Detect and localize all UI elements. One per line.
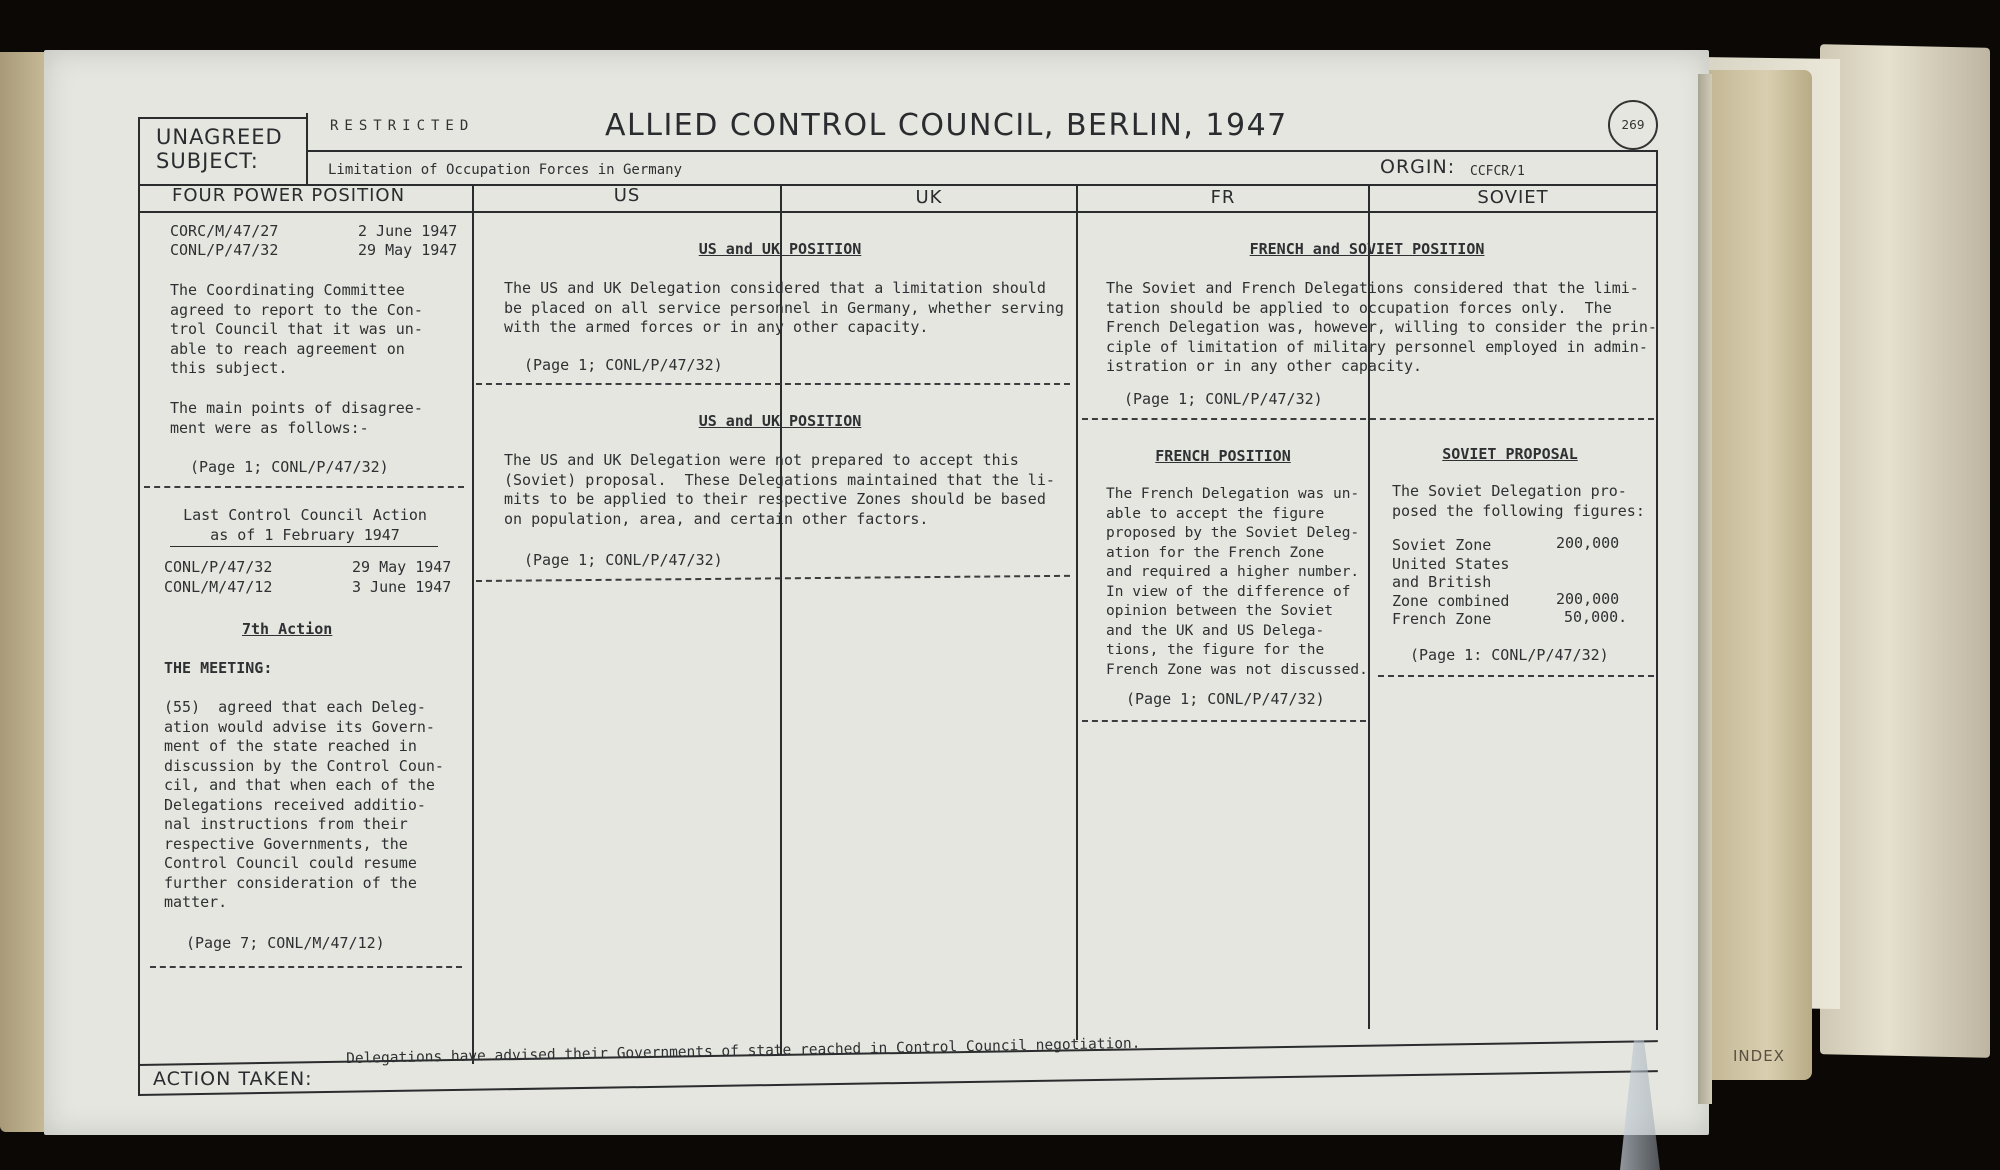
origin-value: CCFCR/1 — [1470, 164, 1525, 179]
page-reference: (Page 1; CONL/P/47/32) — [1124, 390, 1323, 408]
subject-label: SUBJECT: — [156, 149, 259, 173]
back-page — [1820, 44, 1990, 1058]
ref-code: CORC/M/47/27 — [170, 222, 279, 240]
page-reference: (Page 1; CONL/P/47/32) — [524, 356, 723, 374]
figure-label: and British — [1392, 573, 1492, 591]
subject-text: Limitation of Occupation Forces in Germany — [328, 162, 683, 178]
index-tab-strip[interactable] — [1700, 70, 1812, 1080]
column-header-soviet: SOVIET — [1477, 187, 1549, 208]
us-uk-position-heading: US and UK POSITION — [698, 240, 862, 258]
last-action-date: as of 1 February 1947 — [210, 526, 400, 544]
action-ref-code: CONL/P/47/32 — [164, 558, 273, 576]
the-meeting-label: THE MEETING: — [164, 659, 273, 677]
figure-label: Soviet Zone — [1392, 536, 1492, 554]
page-title: ALLIED CONTROL COUNCIL, BERLIN, 1947 — [605, 108, 1288, 143]
seventh-action-heading: 7th Action — [242, 620, 333, 638]
us-uk-position-text: The US and UK Delegation considered that a limitation should be placed on all service personnel in Germany, whether serving with the armed forces or in any other capacity. — [504, 279, 1064, 336]
page-reference: (Page 7; CONL/M/47/12) — [186, 934, 385, 952]
page-reference: (Page 1; CONL/P/47/32) — [1126, 690, 1325, 708]
sheet-edge-shadow — [1698, 74, 1712, 1104]
column-header-four-power: FOUR POWER POSITION — [172, 185, 406, 206]
page-number: 269 — [1621, 118, 1645, 132]
french-soviet-position-text: The Soviet and French Delegations considered that the limi- tation should be applied to occupation forces only. The French Delegation was, however, willing to consider the prin- ciple of limitation of military personnel employed in admin- istration or in any other capacity. — [1106, 279, 1657, 375]
unagreed-label: UNAGREED — [156, 125, 283, 149]
last-action-heading: Last Control Council Action — [183, 506, 427, 524]
ref-date: 29 May 1947 — [358, 241, 458, 259]
figure-label: United States — [1392, 555, 1510, 573]
us-uk-position-heading-2: US and UK POSITION — [698, 412, 862, 430]
figure-label: French Zone — [1392, 610, 1492, 628]
soviet-proposal-heading: SOVIET PROPOSAL — [1442, 445, 1578, 463]
us-uk-rejection-text: The US and UK Delegation were not prepared to accept this (Soviet) proposal. These Delegations maintained that the li- mits to be applied to their respective Zones should be based on population, area, and certain other factors. — [504, 451, 1055, 528]
page-reference: (Page 1; CONL/P/47/32) — [524, 551, 723, 569]
origin-label: ORGIN: — [1380, 156, 1456, 178]
restricted-stamp: RESTRICTED — [330, 118, 475, 134]
action-ref-date: 3 June 1947 — [352, 578, 452, 596]
meeting-decision-text: (55) agreed that each Deleg- ation would advise its Govern- ment of the state reached in discussion by the Control Coun- cil, and that when each of the Delegations received additio- nal instructions from their respective Governments, the Control Council could resume further consideration of the matter. — [164, 698, 444, 911]
page-reference: (Page 1: CONL/P/47/32) — [1410, 646, 1609, 664]
index-tab-label[interactable]: INDEX — [1733, 1047, 1785, 1065]
french-position-heading: FRENCH POSITION — [1155, 447, 1291, 465]
figure-value: 50,000. — [1564, 608, 1628, 626]
column-header-us: US — [613, 185, 641, 206]
figure-value: 200,000 — [1556, 590, 1620, 608]
figure-label: Zone combined — [1392, 592, 1510, 610]
column-header-uk: UK — [915, 187, 943, 208]
soviet-proposal-text: The Soviet Delegation pro- posed the following figures: — [1392, 482, 1645, 520]
ref-date: 2 June 1947 — [358, 222, 458, 240]
action-ref-code: CONL/M/47/12 — [164, 578, 273, 596]
action-ref-date: 29 May 1947 — [352, 558, 452, 576]
french-position-text: The French Delegation was un- able to accept the figure proposed by the Soviet Deleg- ation for the French Zone and required a higher number. In view of the difference of opinion between the Soviet and the UK and US Delega- tions, the figure for the French Zone was not discussed. — [1106, 486, 1368, 678]
disagreement-text: The main points of disagree- ment were as follows:- — [170, 399, 423, 437]
page-reference: (Page 1; CONL/P/47/32) — [190, 458, 389, 476]
french-soviet-position-heading: FRENCH and SOVIET POSITION — [1249, 240, 1485, 258]
column-header-fr: FR — [1210, 187, 1236, 208]
action-taken-text: Delegations have advised their Governments of state reached in Control Council negotiation. — [346, 1035, 1141, 1067]
page-number-badge — [1608, 100, 1658, 150]
coordinating-committee-text: The Coordinating Committee agreed to report to the Con- trol Council that it was un- able to reach agreement on this subject. — [170, 281, 423, 377]
ref-code: CONL/P/47/32 — [170, 241, 279, 259]
action-taken-label: ACTION TAKEN: — [153, 1068, 313, 1090]
figure-value: 200,000 — [1556, 534, 1620, 552]
